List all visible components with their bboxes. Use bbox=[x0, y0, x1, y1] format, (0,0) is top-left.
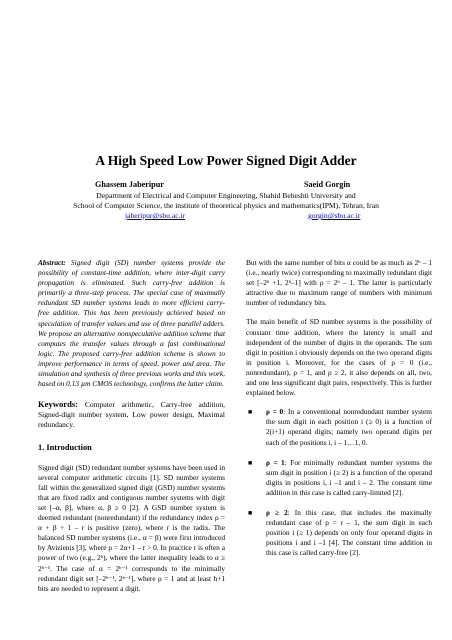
bullet-text: : For minimally redundant number systems the sum digit in position i (≥ 2) is a function of the operand digits in positions i, i –1 and i – 2. The constant time addition in this case is called carry-limited [2]. bbox=[266, 457, 432, 497]
email-link[interactable]: gorgin@sbu.ac.ir bbox=[308, 211, 361, 220]
email-link[interactable]: jaberipur@sbu.ac.ir bbox=[125, 211, 186, 220]
affiliation-line: Department of Electrical and Computer Engineering, Shahid Beheshti University and bbox=[96, 191, 356, 200]
affiliation-line: School of Computer Science, the institute of theoretical physics and mathematics(IPM), Tehran, Iran bbox=[73, 201, 379, 210]
abstract-text: Signed digit (SD) number systems provide the possibility of constant-time addition, where inter-digit carry propagation is eliminated. Such carry-free addition is primarily a three-step process. The special case of maximally redundant SD number systems leads to more efficient carry-free addition. This has been previously achieved based on speculation of transfer values and use of three parallel adders. We propose an alternative nonspeculative addition scheme that computes the transfer values through a fast combinational logic. The proposed carry-free addition scheme is shown to improve performance in terms of speed, power and area. The simulation and synthesis of three previous works and this work, based on 0.13 µm CMOS technology, confirms the latter claim. bbox=[38, 258, 225, 389]
paper-title: A High Speed Low Power Signed Digit Adder bbox=[95, 153, 357, 168]
section-heading: 1. Introduction bbox=[38, 442, 92, 452]
square-bullet-icon: ■ bbox=[248, 408, 253, 417]
list-item bbox=[246, 407, 432, 447]
square-bullet-icon: ■ bbox=[248, 458, 253, 467]
right-column bbox=[246, 258, 432, 568]
list-item bbox=[246, 508, 432, 558]
abstract bbox=[38, 258, 225, 389]
bullet-term: ρ = 1 bbox=[266, 457, 285, 467]
email-line bbox=[0, 211, 452, 222]
author-name: Ghassem Jaberipur bbox=[95, 180, 164, 189]
bullet-text: : In this case, that includes the maximally redundant case of ρ = r – 1, the sum digit in each position i (≥ 1) depends on only four operand digits in positions i and i –1 [4]. The constant time addition in this case is called carry-free [2]. bbox=[266, 507, 432, 558]
author-name: Saeid Gorgin bbox=[304, 180, 351, 189]
bullet-text: : In a conventional nonredundant number system the sum digit in each position i (≥ 0) is a function of 2(i+1) operand digits; namely two operand digits per each of the positions i, i – 1…1, 0. bbox=[266, 407, 432, 447]
bullet-term: ρ ≥ 2 bbox=[266, 507, 288, 517]
left-column bbox=[38, 258, 225, 603]
keywords-label: Keywords: bbox=[38, 399, 79, 410]
abstract-label: Abstract: bbox=[38, 258, 66, 267]
body-paragraph: The main benefit of SD number systems is the possibility of constant time addition, where the latency is small and independent of the number of digits in the operands. The sum digit in position i obviously depends on the two operand digits in position i. Moreover, for the cases of ρ = 0 (i.e., nonredundant), ρ = 1, and ρ ≥ 2, it also depends on all, two, and one less significant digit pairs, respectively. This is further explained below. bbox=[246, 317, 432, 398]
list-item bbox=[246, 458, 432, 498]
bullet-list bbox=[246, 407, 432, 558]
bullet-term: ρ = 0 bbox=[266, 407, 284, 417]
square-bullet-icon: ■ bbox=[248, 508, 253, 517]
body-paragraph: Signed digit (SD) redundant number systems have been used in several computer arithmetic circuits [1]. SD number systems fall within the generalized signed digit (GSD) number systems that are fixed radix and contiguous number systems with digit set [–α, β], where α, β ≥ 0 [2]. A GSD number system is deemed redundant (nonredundant) if the redundancy index ρ = α + β + 1 – r is positive (zero), where r is the radix. The balanced SD number systems (i.e., α = β) were first introduced by Avizienis [3], where ρ = 2α+1 – r > 0. In practice r is often a power of two (e.g., 2ʰ), where the latter inequality leads to α ≥ 2ʰ⁻¹. The case of α = 2ʰ⁻¹ corresponds to the minimally redundant digit set [–2ʰ⁻¹, 2ʰ⁻¹], where ρ = 1 and at least h+1 bits are needed to represent a digit. bbox=[38, 462, 225, 593]
keywords bbox=[38, 399, 225, 430]
body-paragraph: But with the same number of bits α could be as much as 2ʰ – 1 (i.e., nearly twice) corresponding to maximally redundant digit set [–2ʰ +1, 2ʰ–1] with ρ = 2ʰ – 1. The latter is particularly attractive due to maximum range of numbers with minimum number of redundancy bits. bbox=[246, 258, 432, 308]
keywords-text: Computer arithmetic, Carry-free addition, Signed-digit number system, Low power design, Maximal redundancy. bbox=[38, 400, 225, 430]
